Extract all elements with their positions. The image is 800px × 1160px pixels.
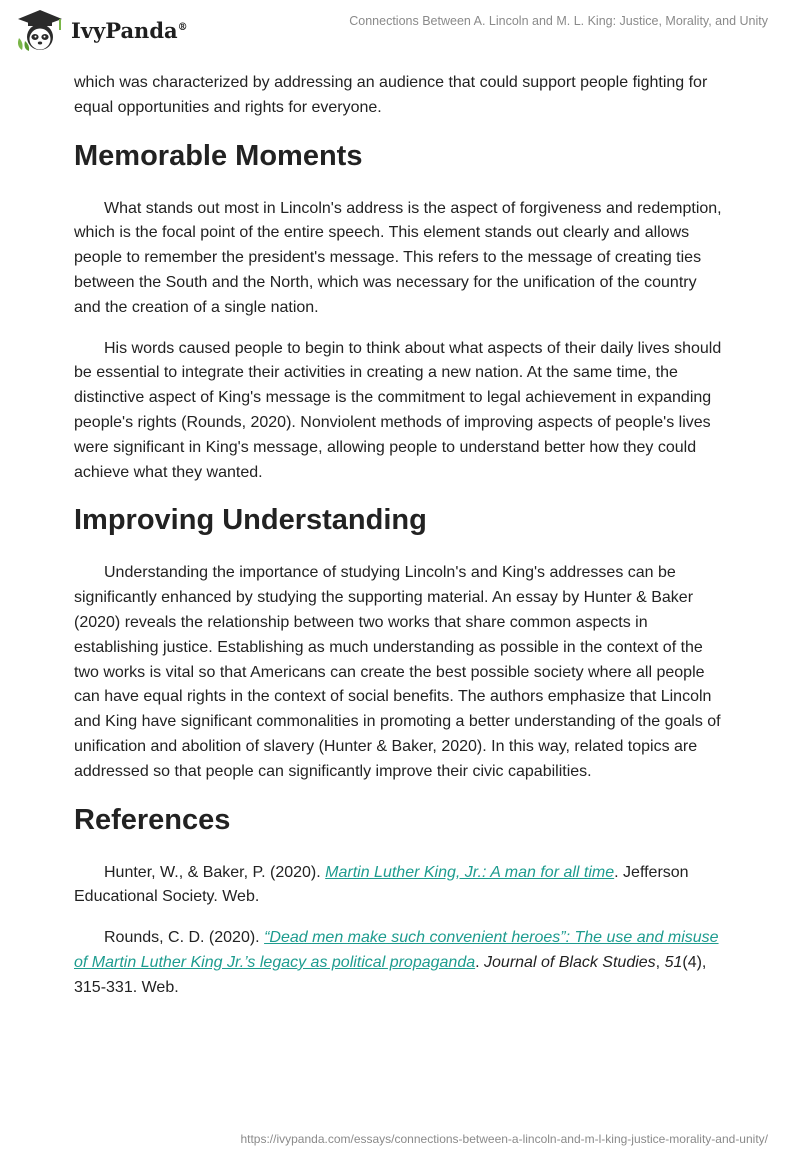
panda-graduate-icon [14, 8, 66, 52]
memorable-paragraph-1: What stands out most in Lincoln's address is the aspect of forgiveness and redemption, which is the focal point of the entire speech. This element stands out clearly and allows people to remember the president's message. This refers to the message of creating ties between the South and the North, which was necessary for the unification of the country and the creation of a single nation. [74, 199, 722, 316]
reference-authors: Hunter, W., & Baker, P. (2020). [104, 863, 326, 881]
reference-volume: 51 [664, 953, 683, 971]
heading-improving-understanding: Improving Understanding [74, 504, 427, 537]
reference-authors: Rounds, C. D. (2020). [104, 929, 265, 947]
reference-comma: , [655, 953, 665, 971]
reference-separator: . [475, 953, 485, 971]
reference-journal: Journal of Black Studies [484, 953, 656, 971]
reference-rounds [74, 926, 724, 1000]
footer-url[interactable]: https://ivypanda.com/essays/connections-between-a-lincoln-and-m-l-king-justice-morality-and-unity/ [240, 1132, 768, 1146]
reference-publisher: . Jefferson Educational Society. Web. [74, 863, 689, 906]
reference-title-link[interactable]: “Dead men make such convenient heroes”: The use and misuse of Martin Luther King Jr.’s legacy as political propaganda [74, 929, 719, 971]
registered-mark: ® [177, 21, 188, 33]
article-body [74, 71, 724, 1017]
ivypanda-logo[interactable] [14, 8, 188, 52]
reference-pages: (4), 315-331. Web. [74, 953, 707, 996]
document-title: Connections Between A. Lincoln and M. L. King: Justice, Morality, and Unity [349, 14, 768, 28]
reference-hunter-baker [74, 861, 724, 911]
logo-wordmark: IvyPanda® [71, 17, 188, 43]
intro-paragraph: which was characterized by addressing an audience that could support people fighting for equal opportunities and rights for everyone. [74, 74, 708, 116]
reference-title-link[interactable]: Martin Luther King, Jr.: A man for all time [325, 863, 615, 881]
page-header [0, 0, 800, 60]
improving-paragraph-1: Understanding the importance of studying Lincoln's and King's addresses can be significantly enhanced by studying the supporting material. An essay by Hunter & Baker (2020) reveals the relationship between two works that share common aspects in establishing justice. Establishing as much understanding as possible in the context of the two works is vital so that Americans can create the best possible society where all people can have equal rights in the context of social benefits. The authors emphasize that Lincoln and King have significant commonalities in promoting a better understanding of the goals of unification and abolition of slavery (Hunter & Baker, 2020). In this way, related topics are addressed so that people can significantly improve their civic capabilities. [74, 564, 721, 780]
memorable-paragraph-2: His words caused people to begin to think about what aspects of their daily lives should be essential to integrate their activities in creating a new nation. At the same time, the distinctive aspect of King's message is the commitment to legal achievement in expanding people's rights (Rounds, 2020). Nonviolent methods of improving aspects of people's lives were significant in King's message, allowing people to understand better how they could achieve what they wanted. [74, 339, 722, 481]
heading-memorable-moments: Memorable Moments [74, 139, 363, 172]
heading-references: References [74, 803, 231, 836]
